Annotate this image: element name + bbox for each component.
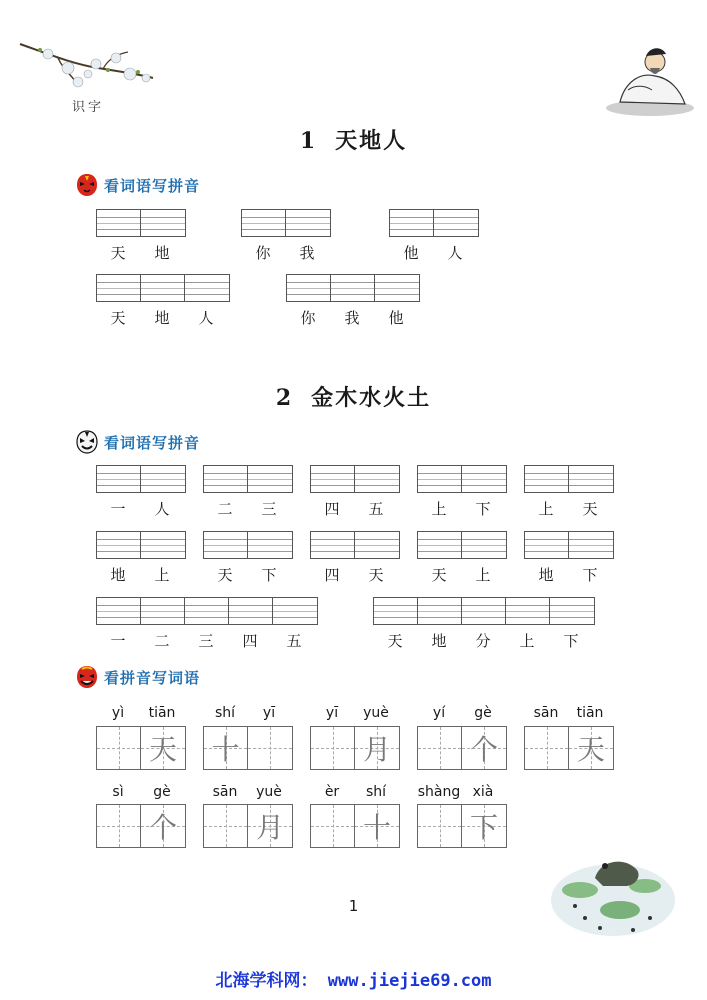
plum-blossom-decoration	[18, 34, 158, 94]
lesson-2-title	[0, 381, 707, 412]
character: 二	[217, 500, 233, 518]
character: 上	[475, 566, 491, 584]
word-characters	[310, 564, 398, 585]
page-number: 1	[348, 897, 359, 915]
character: 你	[255, 244, 271, 262]
section-label: 看词语写拼音	[104, 433, 201, 452]
pinyin-grid[interactable]	[373, 597, 595, 625]
pinyin: yuè	[363, 705, 389, 721]
character: 天	[387, 632, 403, 650]
scholar-illustration	[600, 42, 695, 117]
opera-mask-icon	[76, 430, 98, 454]
word-characters	[96, 307, 228, 328]
pinyin-prompt	[203, 705, 291, 721]
character: 地	[110, 566, 126, 584]
pinyin-grid[interactable]	[96, 274, 230, 302]
character: 三	[261, 500, 277, 518]
lesson-1-title	[0, 124, 707, 155]
character: 下	[261, 566, 277, 584]
lesson-2-section-header	[76, 430, 200, 454]
character: 地	[154, 244, 170, 262]
pinyin: sì	[112, 784, 124, 800]
word-characters	[96, 630, 316, 651]
word-characters	[417, 498, 505, 519]
character: 你	[300, 309, 316, 327]
pinyin: shí	[214, 705, 236, 721]
pinyin-prompt	[96, 705, 184, 721]
pinyin-prompt	[417, 784, 505, 800]
character: 人	[198, 309, 214, 327]
character: 四	[242, 632, 258, 650]
opera-mask-icon	[76, 665, 98, 689]
pinyin-grid[interactable]	[524, 465, 614, 493]
writing-grid[interactable]	[96, 804, 186, 848]
character: 下	[475, 500, 491, 518]
pinyin: gè	[474, 705, 492, 721]
character: 四	[324, 566, 340, 584]
writing-grid[interactable]	[310, 726, 400, 770]
pinyin-prompt	[310, 705, 398, 721]
pinyin: sān	[533, 705, 559, 721]
pinyin-grid[interactable]	[96, 531, 186, 559]
hint-character: 月	[362, 733, 391, 766]
character: 他	[388, 309, 404, 327]
character: 天	[110, 244, 126, 262]
character: 上	[519, 632, 535, 650]
section-label: 看拼音写词语	[104, 668, 201, 687]
pinyin-grid[interactable]	[524, 531, 614, 559]
pinyin: sān	[212, 784, 238, 800]
character: 上	[431, 500, 447, 518]
word-characters	[524, 498, 612, 519]
character: 四	[324, 500, 340, 518]
word-characters	[524, 564, 612, 585]
word-characters	[417, 564, 505, 585]
word-characters	[286, 307, 418, 328]
pinyin-grid[interactable]	[96, 465, 186, 493]
character: 五	[368, 500, 384, 518]
pinyin: shàng	[417, 784, 461, 800]
lesson-2-name: 金木水火土	[311, 385, 432, 411]
pinyin: tiān	[148, 705, 176, 721]
character: 人	[154, 500, 170, 518]
pinyin-grid[interactable]	[286, 274, 420, 302]
lesson-1-name: 天地人	[335, 128, 408, 154]
character: 下	[563, 632, 579, 650]
pinyin-grid[interactable]	[389, 209, 479, 237]
character: 上	[538, 500, 554, 518]
writing-grid[interactable]	[96, 726, 186, 770]
word-characters	[96, 498, 184, 519]
character: 天	[217, 566, 233, 584]
pinyin: shí	[365, 784, 387, 800]
word-characters	[241, 242, 329, 263]
character: 人	[447, 244, 463, 262]
pinyin-prompt	[96, 784, 184, 800]
pinyin: èr	[324, 784, 340, 800]
pinyin-grid[interactable]	[203, 465, 293, 493]
pinyin-prompt	[524, 705, 612, 721]
character: 上	[154, 566, 170, 584]
pinyin-grid[interactable]	[96, 597, 318, 625]
character: 五	[286, 632, 302, 650]
character: 一	[110, 500, 126, 518]
character: 地	[154, 309, 170, 327]
writing-grid[interactable]	[203, 804, 293, 848]
character: 地	[538, 566, 554, 584]
pinyin: yī	[325, 705, 339, 721]
pinyin-prompt	[203, 784, 291, 800]
character: 天	[368, 566, 384, 584]
character: 我	[344, 309, 360, 327]
pinyin-grid[interactable]	[203, 531, 293, 559]
lesson-2-writing-section-header	[76, 665, 200, 689]
pinyin-grid[interactable]	[241, 209, 331, 237]
pinyin: tiān	[576, 705, 604, 721]
hint-character: 个	[148, 811, 177, 844]
pinyin-prompt	[417, 705, 505, 721]
pinyin: yì	[111, 705, 125, 721]
writing-grid[interactable]	[524, 726, 614, 770]
word-characters	[203, 498, 291, 519]
word-characters	[310, 498, 398, 519]
character: 地	[431, 632, 447, 650]
pinyin-grid[interactable]	[417, 531, 507, 559]
pinyin-grid[interactable]	[310, 465, 400, 493]
hint-character: 月	[255, 811, 284, 844]
lesson-1-number: 1	[299, 128, 318, 154]
word-characters	[96, 564, 184, 585]
footer-watermark[interactable]: 北海学科网： www.jiejie69.com	[215, 971, 492, 991]
pinyin-prompt	[310, 784, 398, 800]
character: 分	[475, 632, 491, 650]
character: 下	[582, 566, 598, 584]
pinyin: xià	[472, 784, 494, 800]
writing-grid[interactable]	[310, 804, 400, 848]
hint-character: 天	[148, 733, 177, 766]
word-characters	[203, 564, 291, 585]
opera-mask-icon	[76, 173, 98, 197]
hint-character: 个	[469, 733, 498, 766]
writing-grid[interactable]	[203, 726, 293, 770]
pinyin: yuè	[256, 784, 282, 800]
word-characters	[389, 242, 477, 263]
character: 一	[110, 632, 126, 650]
word-characters	[96, 242, 184, 263]
writing-grid[interactable]	[417, 804, 507, 848]
pinyin-grid[interactable]	[417, 465, 507, 493]
topic-label: 识字	[72, 100, 105, 115]
lesson-2-number: 2	[275, 385, 294, 411]
pinyin: yí	[432, 705, 446, 721]
pinyin: yī	[262, 705, 276, 721]
writing-grid[interactable]	[417, 726, 507, 770]
hint-character: 下	[469, 811, 498, 844]
hint-character: 天	[576, 733, 605, 766]
lesson-1-section-header	[76, 173, 200, 197]
hint-character: 十	[362, 811, 391, 844]
character: 二	[154, 632, 170, 650]
frog-pond-illustration	[545, 848, 680, 943]
pinyin-grid[interactable]	[96, 209, 186, 237]
character: 天	[582, 500, 598, 518]
pinyin: gè	[153, 784, 171, 800]
pinyin-grid[interactable]	[310, 531, 400, 559]
character: 天	[431, 566, 447, 584]
character: 天	[110, 309, 126, 327]
hint-character: 十	[211, 733, 240, 766]
character: 三	[198, 632, 214, 650]
section-label: 看词语写拼音	[104, 176, 201, 195]
word-characters	[373, 630, 593, 651]
character: 我	[299, 244, 315, 262]
character: 他	[403, 244, 419, 262]
